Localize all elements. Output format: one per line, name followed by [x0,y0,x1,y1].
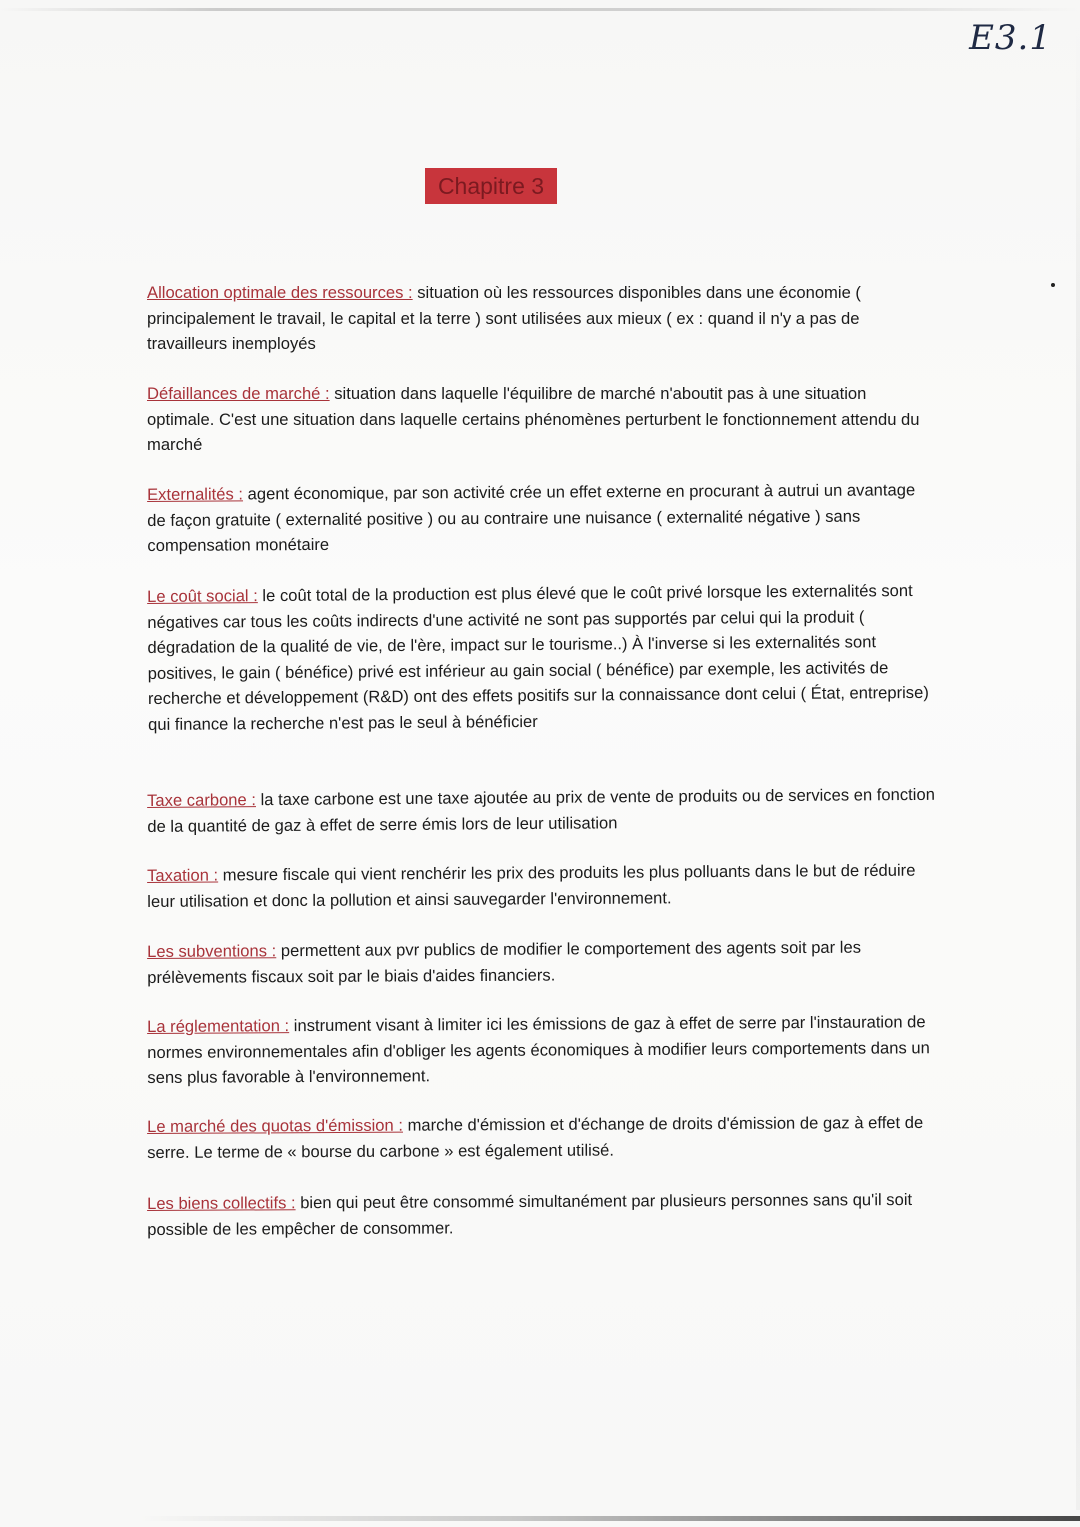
definition-term: Allocation optimale des ressources : [147,283,413,302]
page-bottom-edge [140,1516,1080,1521]
definition-biens-collectifs [147,1187,937,1242]
definition-defaillances-de-marche [147,381,937,458]
definition-subventions [147,934,937,990]
definition-cout-social [147,578,938,737]
definition-term: Le coût social : [147,586,258,606]
definition-reglementation [147,1009,937,1090]
definition-text: situation dans laquelle l'équilibre de marché n'aboutit pas à une situation optimale. C'est une situation dans laquelle certains phénomènes perturbent le fonctionnement attendu du marché [147,384,920,454]
definition-text: instrument visant à limiter ici les émissions de gaz à effet de serre par l'instauration de normes environnementales afin d'obliger les agents économiques à modifier leurs comportements dans un sens plus favorable à l'environnement. [147,1012,930,1087]
definition-term: Le marché des quotas d'émission : [147,1115,404,1136]
definition-text: bien qui peut être consommé simultanément par plusieurs personnes sans qu'il soit possible de les empêcher de consommer. [147,1189,913,1239]
definition-externalites [147,477,937,558]
definition-text: marche d'émission et d'échange de droits d'émission de gaz à effet de serre. Le terme de « bourse du carbone » est également utilisé. [147,1112,924,1162]
definition-term: Externalités : [147,484,244,504]
page-right-edge [1076,20,1080,1510]
chapter-title: Chapitre 3 [425,168,557,204]
page-top-edge [0,8,1080,11]
definition-text: mesure fiscale qui vient renchérir les prix des produits les plus polluants dans le but de réduire leur utilisation et donc la pollution et ainsi sauvegarder l'environnement. [147,860,916,911]
definition-text: la taxe carbone est une taxe ajoutée au prix de vente de produits ou de services en fonction de la quantité de gaz à effet de serre émis lors de leur utilisation [147,784,935,836]
definition-term: Taxation : [147,865,219,885]
definition-term: Les subventions : [147,941,277,961]
definition-term: Taxe carbone : [147,790,257,810]
definition-taxe-carbone [147,782,937,839]
definition-term: La réglementation : [147,1016,290,1036]
definition-marche-quotas [147,1110,937,1165]
definition-text: permettent aux pvr publics de modifier le comportement des agents soit par les prélèvements fiscaux soit par le biais d'aides financiers. [147,937,862,987]
definition-allocation-optimale [147,280,937,357]
handwritten-page-code: E3.1 [969,18,1052,58]
definition-text: situation où les ressources disponibles dans une économie ( principalement le travail, le capital et la terre ) sont utilisées aux mieux ( ex : quand il n'y a pas de travailleurs inemployés [147,283,861,353]
definition-term: Défaillances de marché : [147,384,330,403]
definition-text: le coût total de la production est plus élevé que le coût privé lorsque les externalités sont négatives car tous les coûts indirects d'une activité ne sont pas supportés par celui qui la produit ( dégradation de la qualité de vie, de l'ère, impact sur le tourisme..) À l'inverse si les externalités sont positives, le gain ( bénéfice) privé est inférieur au gain social ( bénéfice) par exemple, les activités de recherche et développement (R&D) ont des effets positifs sur la connaissance dont celui ( État, entreprise) qui finance la recherche n'est pas le seul à bénéficier [147,580,929,734]
definition-taxation [147,857,937,914]
definition-term: Les biens collectifs : [147,1193,296,1213]
margin-dot [1051,283,1055,287]
definition-text: agent économique, par son activité crée un effet externe en procurant à autrui un avantage de façon gratuite ( externalité positive ) ou au contraire une nuisance ( externalité négative ) sans compensation monétaire [147,480,916,555]
